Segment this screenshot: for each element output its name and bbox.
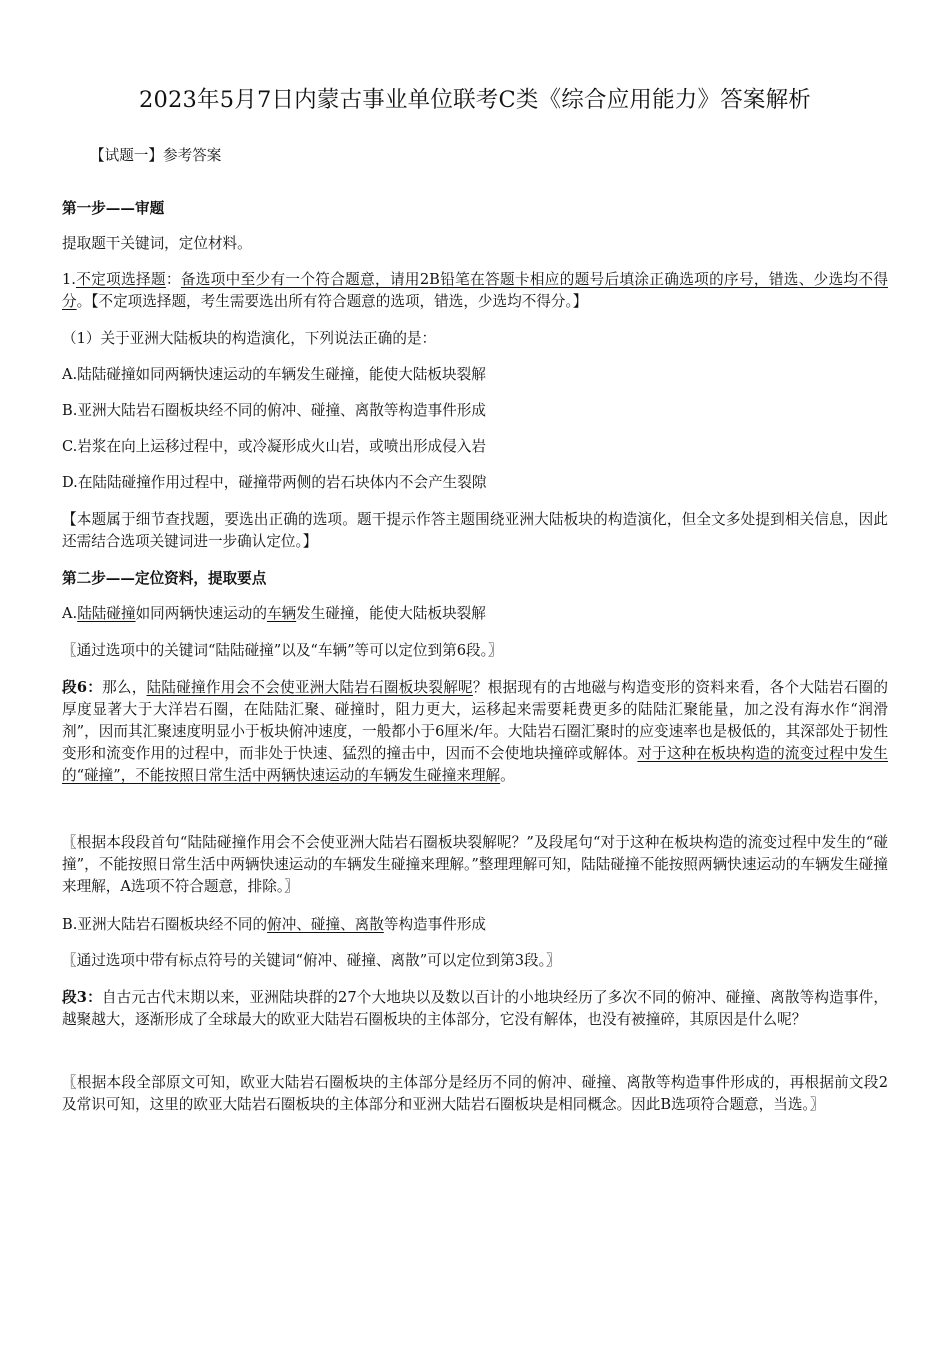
paragraph-6-label: 段6： <box>62 679 103 696</box>
option-b-text-2: 等构造事件形成 <box>383 916 487 933</box>
instruction-paragraph <box>62 269 888 313</box>
option-b-analysis: 〖根据本段全部原文可知，欧亚大陆岩石圈板块的主体部分是经历不同的俯冲、碰撞、离散等构造事件形成的，再根据前文段2及常识可知，这里的欧亚大陆岩石圈板块的主体部分和亚洲大陆岩石圈板块是相同概念。因此B选项符合题意，当选。〗 <box>62 1074 888 1113</box>
option-a-text-2: 发生碰撞，能使大陆板块裂解 <box>296 605 486 622</box>
option-a-text-1: 如同两辆快速运动的 <box>135 605 267 622</box>
paragraph-6 <box>62 677 888 787</box>
option-c: C.岩浆在向上运移过程中，或冷凝形成火山岩，或喷出形成侵入岩 <box>62 438 486 455</box>
paragraph-3-label: 段3： <box>62 989 102 1006</box>
paragraph-3-text: 自古元古代末期以来，亚洲陆块群的27个大地块以及数以百计的小地块经历了多次不同的俯冲、碰撞、离散等构造事件，越聚越大，逐渐形成了全球最大的欧亚大陆岩石圈板块的主体部分，它没有解体，也没有被撞碎，其原因是什么呢？ <box>62 989 889 1028</box>
option-a-letter: A. <box>62 605 78 622</box>
instruction-note: 。【不定项选择题，考生需要选出所有符合题意的选项，错选，少选均不得分。】 <box>76 293 588 310</box>
option-a-marked <box>62 603 888 625</box>
option-a-analysis: 〖根据本段段首句“陆陆碰撞作用会不会使亚洲大陆岩石圈板块裂解呢？”及段尾句“对于这种在板块构造的流变过程中发生的“碰撞”，不能按照日常生活中两辆快速运动的车辆发生碰撞来理解。”整理理解可知，陆陆碰撞不能按照两辆快速运动的车辆发生碰撞来理解，A选项不符合题意，排除。〗 <box>62 834 888 895</box>
question-type-note: 【本题属于细节查找题，要选出正确的选项。题干提示作答主题围绕亚洲大陆板块的构造演化，但全文多处提到相关信息，因此还需结合选项关键词进一步确认定位。】 <box>62 511 888 550</box>
keyword-vehicle: 车辆 <box>266 605 297 622</box>
option-b: B.亚洲大陆岩石圈板块经不同的俯冲、碰撞、离散等构造事件形成 <box>62 402 486 419</box>
paragraph-6-key-question: 陆陆碰撞作用会不会使亚洲大陆岩石圈板块裂解呢 <box>146 679 473 696</box>
option-b-text-1: B.亚洲大陆岩石圈板块经不同的 <box>62 916 268 933</box>
paragraph-6-text-1: 那么， <box>102 679 147 696</box>
instruction-rule: 备选项中至少有一个符合题意，请用2B铅笔在答题卡相应的题号后填涂正确选项的序号，错选、少选均不得分 <box>62 271 888 310</box>
instruction-colon: ： <box>165 271 181 288</box>
paragraph-6-text-3: 。 <box>500 767 515 784</box>
page-title: 2023年5月7日内蒙古事业单位联考C类《综合应用能力》答案解析 <box>138 87 811 113</box>
step1-intro: 提取题干关键词，定位材料。 <box>62 235 252 252</box>
keyword-collision: 陆陆碰撞 <box>77 605 136 622</box>
instruction-type: 不定项选择题 <box>75 271 166 288</box>
option-b-locate-note: 〖通过选项中带有标点符号的关键词“俯冲、碰撞、离散”可以定位到第3段。〗 <box>62 952 561 969</box>
option-a: A.陆陆碰撞如同两辆快速运动的车辆发生碰撞，能使大陆板块裂解 <box>62 366 486 383</box>
option-a-locate-note: 〖通过选项中的关键词“陆陆碰撞”以及“车辆”等可以定位到第6段。〗 <box>62 642 503 659</box>
instruction-prefix: 1. <box>62 271 76 288</box>
step2-heading: 第二步——定位资料，提取要点 <box>62 570 267 587</box>
option-d: D.在陆陆碰撞作用过程中，碰撞带两侧的岩石块体内不会产生裂隙 <box>62 474 487 491</box>
option-b-marked <box>62 914 888 936</box>
paragraph-6-key-conclusion: 对于这种在板块构造的流变过程中发生的“碰撞”，不能按照日常生活中两辆快速运动的车辆发生碰撞来理解 <box>62 745 888 784</box>
question-header: 【试题一】参考答案 <box>90 147 222 164</box>
keyword-events: 俯冲、碰撞、离散 <box>267 916 384 933</box>
step1-heading: 第一步——审题 <box>62 200 165 217</box>
paragraph-3 <box>62 987 888 1031</box>
question-stem: （1）关于亚洲大陆板块的构造演化，下列说法正确的是： <box>62 330 437 347</box>
paragraph-6-text-2: ？根据现有的古地磁与构造变形的资料来看，各个大陆岩石圈的厚度显著大于大洋岩石圈，在陆陆汇聚、碰撞时，阻力更大，运移起来需要耗费更多的陆陆汇聚能量，加之没有海水作“润滑剂”，因而其汇聚速度明显小于板块俯冲速度，一般都小于6厘米/年。大陆岩石圈汇聚时的应变速率也是极低的，其深部处于韧性变形和流变作用的过程中，而非处于快速、猛烈的撞击中，因而不会使地块撞碎或解体。 <box>62 679 888 762</box>
